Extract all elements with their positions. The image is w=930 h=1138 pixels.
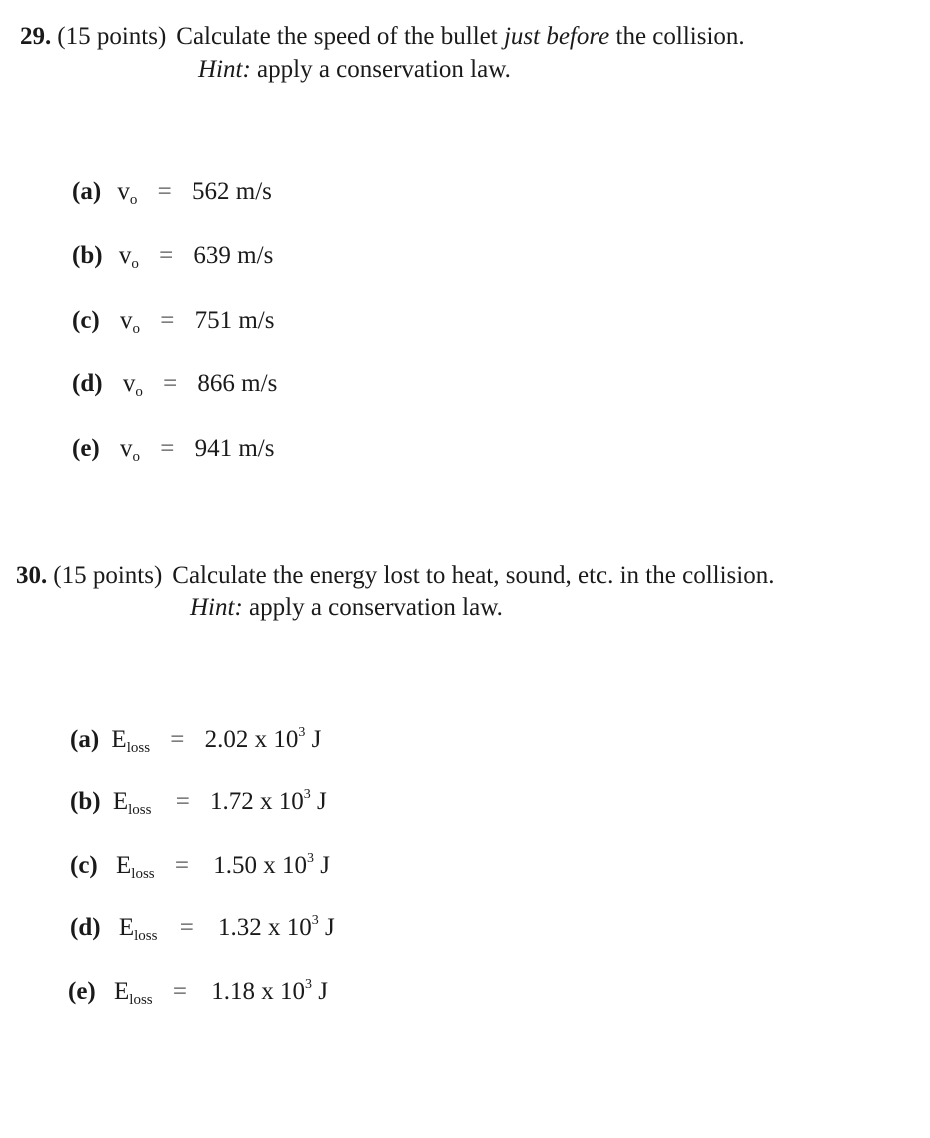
velocity-symbol: $v_o$: [120, 307, 140, 337]
question-29-text: Calculate the speed of the bullet just before the collision.: [176, 23, 745, 50]
equals-sign: =: [157, 178, 172, 205]
question-29-hint: [198, 55, 511, 85]
option-letter: (c): [72, 307, 100, 334]
energy-loss-symbol: $E_{loss}$: [112, 788, 152, 818]
option-value: 1.32 x $10^3$ J: [218, 913, 335, 941]
option-value: 1.50 x $10^3$ J: [213, 851, 330, 879]
question-29-option-e[interactable]: [72, 434, 274, 472]
option-letter: (a): [72, 178, 102, 205]
option-value: 639 m/s: [193, 242, 274, 269]
question-29-points: (15 points): [57, 23, 167, 50]
question-30-hint: [190, 593, 503, 623]
velocity-symbol: $v_o$: [122, 370, 143, 400]
question-29-hint-text: apply a conservation law.: [250, 56, 511, 83]
equals-sign: =: [159, 242, 174, 269]
question-30-hint-label: Hint:: [190, 594, 243, 621]
velocity-symbol: $v_o$: [117, 178, 138, 208]
equals-sign: =: [179, 914, 194, 941]
energy-loss-symbol: $E_{loss}$: [116, 852, 155, 882]
question-30-hint-text: apply a conservation law.: [242, 594, 503, 621]
question-29-number: 29.: [20, 23, 52, 50]
equals-sign: =: [175, 788, 190, 815]
question-29-prompt: [20, 22, 745, 52]
question-29-option-c[interactable]: [72, 306, 274, 344]
question-29-option-a[interactable]: [72, 177, 272, 215]
question-29-option-b[interactable]: [72, 241, 273, 279]
question-30-option-a[interactable]: [70, 718, 321, 763]
question-30-option-e[interactable]: [68, 970, 328, 1015]
question-30-option-d[interactable]: [70, 906, 335, 951]
equals-sign: =: [160, 307, 175, 334]
question-29-hint-label: Hint:: [198, 56, 251, 83]
option-value: 941 m/s: [194, 435, 275, 462]
energy-loss-symbol: $E_{loss}$: [111, 726, 151, 756]
option-letter: (d): [72, 370, 103, 397]
equals-sign: =: [163, 370, 178, 397]
option-value: 751 m/s: [194, 307, 275, 334]
question-30-number: 30.: [16, 562, 48, 589]
question-30-text: Calculate the energy lost to heat, sound, etc. in the collision.: [172, 562, 775, 589]
equals-sign: =: [172, 978, 187, 1005]
question-30-prompt: [16, 561, 774, 591]
option-value: 866 m/s: [197, 370, 278, 397]
equals-sign: =: [174, 852, 189, 879]
velocity-symbol: $v_o$: [118, 242, 139, 272]
question-29-emphasis: just before: [503, 23, 610, 50]
question-30-option-b[interactable]: [70, 780, 327, 825]
option-letter: (e): [68, 978, 96, 1005]
question-30-option-c[interactable]: [70, 844, 330, 889]
option-letter: (b): [70, 788, 101, 815]
option-letter: (d): [70, 914, 101, 941]
option-letter: (a): [70, 726, 100, 753]
option-letter: (e): [72, 435, 100, 462]
question-30-points: (15 points): [53, 562, 163, 589]
option-letter: (b): [72, 242, 103, 269]
velocity-symbol: $v_o$: [120, 435, 140, 465]
option-value: 1.18 x $10^3$ J: [211, 977, 328, 1005]
option-value: 1.72 x $10^3$ J: [210, 787, 327, 815]
equals-sign: =: [160, 435, 175, 462]
option-letter: (c): [70, 852, 98, 879]
option-value: 2.02 x $10^3$ J: [204, 725, 322, 753]
equals-sign: =: [170, 726, 185, 753]
energy-loss-symbol: $E_{loss}$: [118, 914, 158, 944]
energy-loss-symbol: $E_{loss}$: [114, 978, 153, 1008]
question-29-option-d[interactable]: [72, 369, 277, 407]
option-value: 562 m/s: [192, 178, 272, 205]
